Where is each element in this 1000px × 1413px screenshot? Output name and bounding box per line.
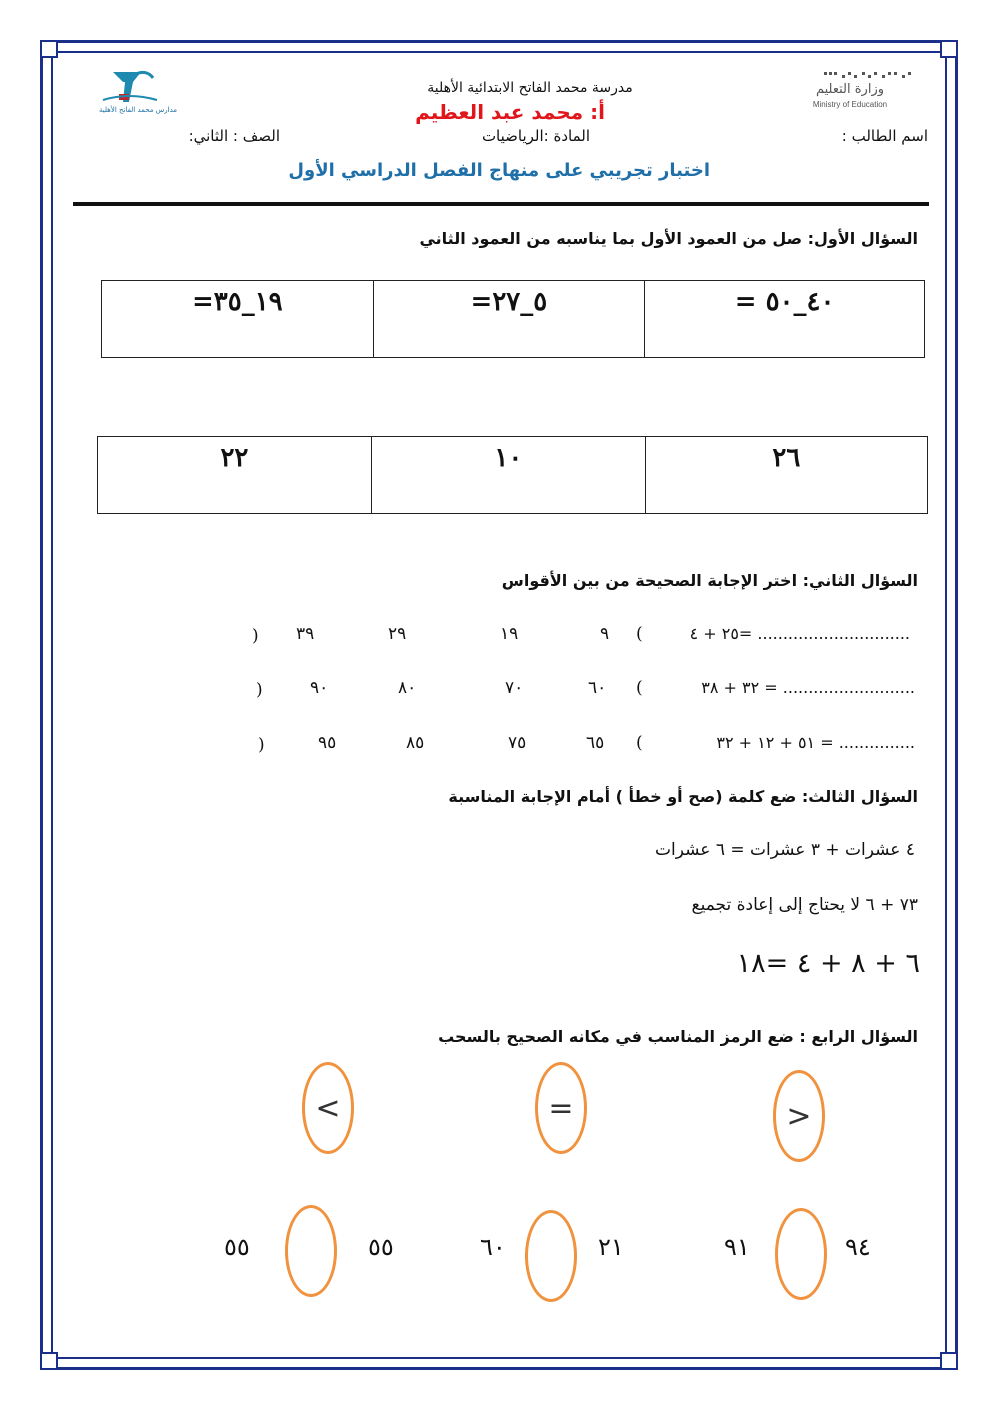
- q2-option[interactable]: ٣٩: [296, 624, 315, 644]
- ministry-dots-icon: [824, 70, 924, 82]
- q2-option[interactable]: ٩٥: [318, 733, 337, 753]
- q2-bracket: ): [256, 680, 263, 700]
- q4-title: السؤال الرابع : ضع الرمز المناسب في مكانه الصحيح بالسحب: [438, 1027, 918, 1046]
- q3-statement: ٤ عشرات + ٣ عشرات = ٦ عشرات: [655, 840, 915, 860]
- exam-title: اختبار تجريبي على منهاج الفصل الدراسي الأول: [288, 160, 710, 181]
- q4-number: ٥٥: [368, 1233, 394, 1261]
- q1-answers-table: [97, 436, 928, 514]
- q2-option[interactable]: ٨٠: [398, 678, 417, 698]
- q4-number: ٩١: [724, 1233, 750, 1261]
- q4-drop-target[interactable]: [775, 1208, 827, 1300]
- q2-option[interactable]: ٩٠: [310, 678, 329, 698]
- q2-bracket: (: [636, 624, 643, 644]
- q4-drop-target[interactable]: [525, 1210, 577, 1302]
- q2-bracket: (: [636, 733, 643, 753]
- q4-number: ٩٤: [845, 1233, 871, 1261]
- q1-expression-cell[interactable]: =١٩_٣٥: [102, 281, 374, 358]
- q2-option[interactable]: ٦٥: [586, 733, 605, 753]
- q2-item-expression: ٥١ + ١٢ + ٣٢ = ...............: [716, 733, 915, 752]
- frame-corner: [40, 1352, 58, 1370]
- q1-title: السؤال الأول: صل من العمود الأول بما يناسبه من العمود الثاني: [419, 229, 918, 248]
- q2-item-expression: ٢٥ + ٤= ..............................: [689, 624, 910, 643]
- q3-statement: ٧٣ + ٦ لا يحتاج إلى إعادة تجميع: [691, 895, 918, 915]
- school-logo-text: مدارس محمد الفاتح الأهلية: [99, 106, 177, 114]
- q1-expression-cell[interactable]: = ٤٠_٥٠: [645, 281, 925, 358]
- q4-drop-target[interactable]: [285, 1205, 337, 1297]
- q2-bracket: ): [252, 626, 259, 646]
- q2-option[interactable]: ٩: [600, 624, 610, 644]
- q2-option[interactable]: ١٩: [500, 624, 519, 644]
- q3-statement: ٦ + ٨ + ٤ =١٨: [736, 948, 920, 979]
- q2-bracket: (: [636, 678, 643, 698]
- subject-label: المادة :الرياضيات: [481, 127, 590, 145]
- q4-number: ٥٥: [224, 1233, 250, 1261]
- q4-number: ٦٠: [480, 1233, 506, 1261]
- q2-bracket: ): [258, 735, 265, 755]
- frame-corner: [40, 40, 58, 58]
- q2-option[interactable]: ٧٠: [505, 678, 524, 698]
- teacher-name: أ: محمد عبد العظيم: [415, 100, 605, 124]
- frame-corner: [940, 40, 958, 58]
- q1-answer-cell[interactable]: ٢٢: [98, 437, 372, 514]
- grade-label: الصف : الثاني:: [188, 127, 280, 145]
- q2-title: السؤال الثاني: اختر الإجابة الصحيحة من بين الأقواس: [501, 571, 918, 590]
- q2-option[interactable]: ٨٥: [406, 733, 425, 753]
- q2-option[interactable]: ٧٥: [508, 733, 527, 753]
- student-name-label: اسم الطالب :: [841, 127, 928, 145]
- q1-answer-cell[interactable]: ١٠: [371, 437, 645, 514]
- q2-item-expression: ٣٢ + ٣٨ = ..........................: [701, 678, 915, 697]
- q3-title: السؤال الثالث: ضع كلمة (صح أو خطأ ) أمام الإجابة المناسبة: [448, 787, 918, 806]
- ministry-name-en: Ministry of Education: [812, 100, 888, 109]
- equals-symbol[interactable]: =: [535, 1062, 587, 1154]
- ministry-name-ar: وزارة التعليم: [815, 82, 885, 97]
- greater-than-symbol[interactable]: >: [773, 1070, 825, 1162]
- school-name: مدرسة محمد الفاتح الابتدائية الأهلية: [427, 80, 633, 96]
- q1-expression-cell[interactable]: =٥_٢٧: [373, 281, 645, 358]
- q2-option[interactable]: ٢٩: [388, 624, 407, 644]
- q4-number: ٢١: [598, 1233, 624, 1261]
- header-divider: [73, 202, 929, 206]
- school-logo: [83, 66, 193, 122]
- q1-answer-cell[interactable]: ٢٦: [645, 437, 927, 514]
- q2-option[interactable]: ٦٠: [588, 678, 607, 698]
- less-than-symbol[interactable]: <: [302, 1062, 354, 1154]
- ministry-logo: [780, 68, 920, 114]
- frame-corner: [940, 1352, 958, 1370]
- q1-expressions-table: [101, 280, 925, 358]
